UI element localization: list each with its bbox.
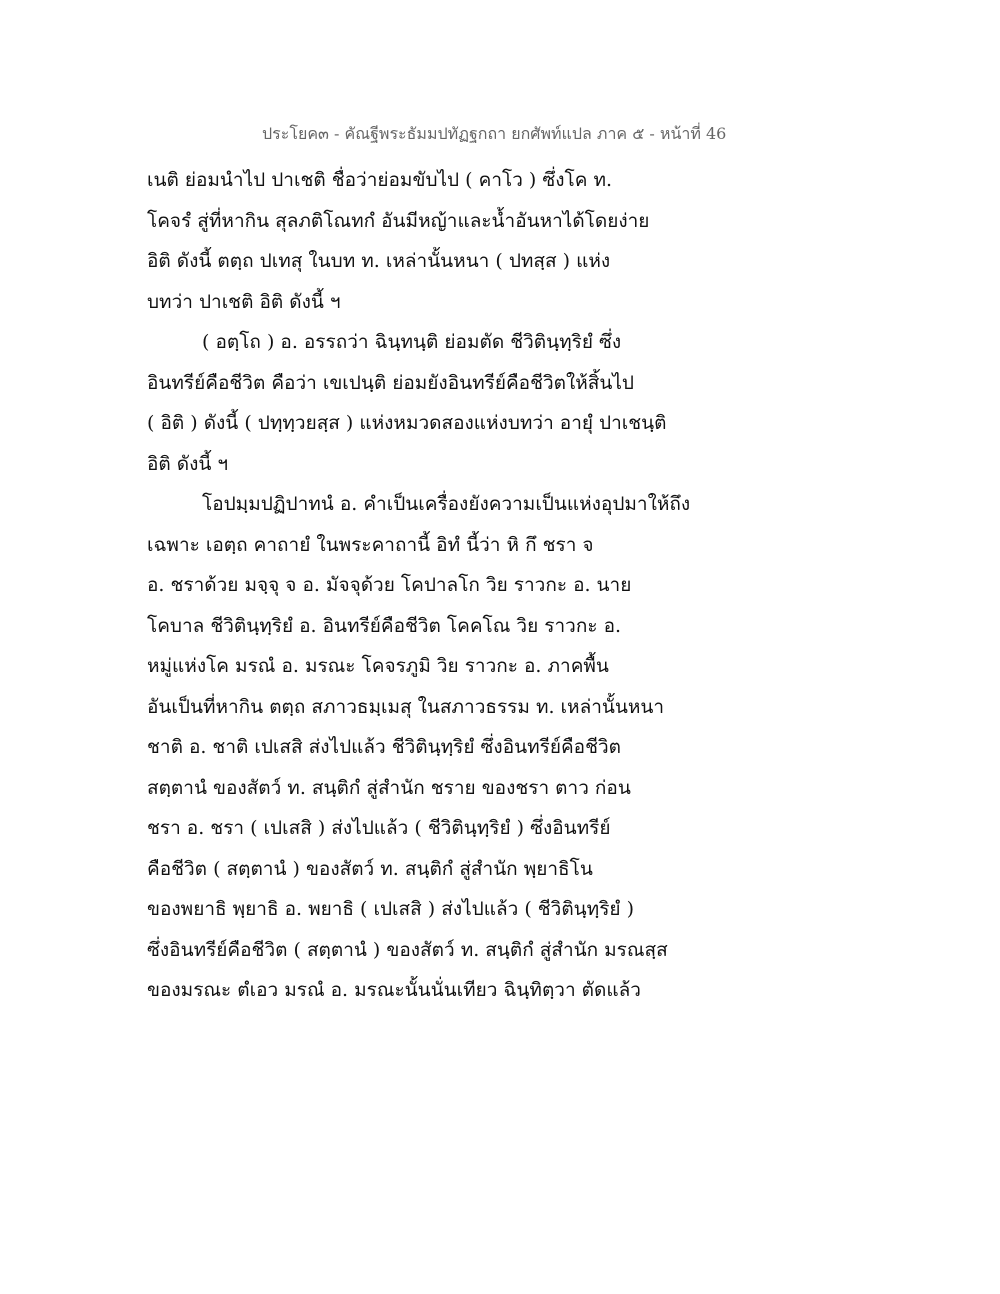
text-line: ซึ่งอินทรีย์คือชีวิต ( สตฺตานํ ) ของสัตว์ ท. สนฺติกํ สู่สำนัก มรณสฺส xyxy=(147,938,668,961)
text-line: ของพยาธิ พฺยาธิ อ. พยาธิ ( เปเสสิ ) ส่งไปแล้ว ( ชีวิตินฺทฺริยํ ) xyxy=(147,898,634,920)
text-line: เนติ ย่อมนำไป ปาเชติ ชื่อว่าย่อมขับไป ( คาโว ) ซึ่งโค ท. xyxy=(147,169,613,191)
text-line-indented: ( อตฺโถ ) อ. อรรถว่า ฉินฺทนฺติ ย่อมตัด ชีวิตินฺทฺริยํ ซึ่ง xyxy=(202,331,622,353)
text-line: ชรา อ. ชรา ( เปเสสิ ) ส่งไปแล้ว ( ชีวิตินฺทฺริยํ ) ซึ่งอินทรีย์ xyxy=(147,817,611,839)
text-line: โคบาล ชีวิตินฺทฺริยํ อ. อินทรีย์คือชีวิต โคคโณ วิย ราวกะ อ. xyxy=(147,614,622,637)
page-header: ประโยค๓ - คัณฐีพระธัมมปทัฏฐกถา ยกศัพท์แปล ภาค ๕ - หน้าที่ 46 xyxy=(262,124,727,143)
text-line: คือชีวิต ( สตฺตานํ ) ของสัตว์ ท. สนฺติกํ สู่สำนัก พฺยาธิโน xyxy=(147,857,593,880)
body-text xyxy=(147,160,707,1011)
text-line: อิติ ดังนี้ ตตฺถ ปเทสุ ในบท ท. เหล่านั้นหนา ( ปทสฺส ) แห่ง xyxy=(147,250,611,272)
text-line: สตฺตานํ ของสัตว์ ท. สนฺติกํ สู่สำนัก ชราย ของชรา ตาว ก่อน xyxy=(147,776,631,799)
text-line: อินทรีย์คือชีวิต คือว่า เขเปนฺติ ย่อมยังอินทรีย์คือชีวิตให้สิ้นไป xyxy=(147,371,634,394)
text-line: ของมรณะ ตํเอว มรณํ อ. มรณะนั้นนั่นเทียว ฉินฺทิตฺวา ตัดแล้ว xyxy=(147,979,641,1001)
text-line: บทว่า ปาเชติ อิติ ดังนี้ ฯ xyxy=(147,290,341,313)
text-line: ( อิติ ) ดังนี้ ( ปทฺทฺวยสฺส ) แห่งหมวดสองแห่งบทว่า อายุํ ปาเชนฺติ xyxy=(147,412,667,434)
text-line: อ. ชราด้วย มจฺจุ จ อ. มัจจุด้วย โคปาลโก วิย ราวกะ อ. นาย xyxy=(147,574,632,596)
text-line: โคจรํ สู่ที่หากิน สุลภติโณทกํ อันมีหญ้าและน้ำอันหาได้โดยง่าย xyxy=(147,209,650,232)
text-line-indented: โอปมฺมปฏิปาทนํ อ. คำเป็นเครื่องยังความเป็นแห่งอุปมาให้ถึง xyxy=(202,493,691,515)
text-line: เฉพาะ เอตฺถ คาถายํ ในพระคาถานี้ อิทํ นี้ว่า หิ กึ ชรา จ xyxy=(147,533,594,556)
text-line: อันเป็นที่หากิน ตตฺถ สภาวธมฺเมสุ ในสภาวธรรม ท. เหล่านั้นหนา xyxy=(147,695,665,718)
text-line: หมู่แห่งโค มรณํ อ. มรณะ โคจรภูมิ วิย ราวกะ อ. ภาคพื้น xyxy=(147,655,609,677)
text-line: อิติ ดังนี้ ฯ xyxy=(147,452,229,475)
text-line: ชาติ อ. ชาติ เปเสสิ ส่งไปแล้ว ชีวิตินฺทฺริยํ ซึ่งอินทรีย์คือชีวิต xyxy=(147,736,621,758)
